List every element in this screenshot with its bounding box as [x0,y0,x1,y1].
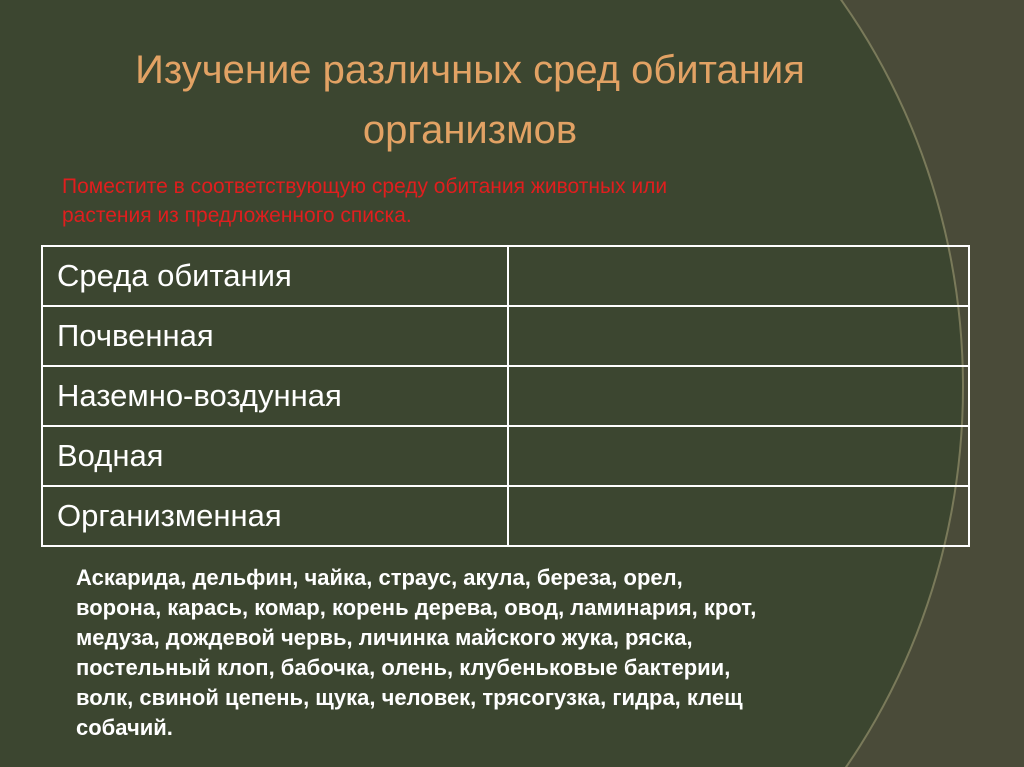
organisms-line: постельный клоп, бабочка, олень, клубеньковые бактерии, [76,655,731,680]
habitat-label-cell: Почвенная [42,306,508,366]
organisms-line: Аскарида, дельфин, чайка, страус, акула, береза, орел, [76,565,683,590]
organisms-line: собачий. [76,715,173,740]
table-row [42,306,969,366]
table-row [42,246,969,306]
organisms-line: медуза, дождевой червь, личинка майского жука, ряска, [76,625,693,650]
habitat-value-cell [508,246,969,306]
instruction-text [62,172,882,230]
table-row [42,426,969,486]
table-row [42,486,969,546]
organisms-line: ворона, карась, комар, корень дерева, овод, ламинария, крот, [76,595,757,620]
habitat-table [41,245,970,547]
organisms-list [76,563,976,743]
slide-title [40,40,900,160]
habitat-label-cell: Среда обитания [42,246,508,306]
organisms-line: волк, свиной цепень, щука, человек, трясогузка, гидра, клещ [76,685,743,710]
instruction-line-1: Поместите в соответствующую среду обитания животных или [62,175,668,198]
habitat-value-cell [508,486,969,546]
title-line-1: Изучение различных сред обитания [135,48,805,92]
habitat-label-cell: Водная [42,426,508,486]
habitat-label-cell: Организменная [42,486,508,546]
habitat-value-cell [508,366,969,426]
habitat-label-cell: Наземно-воздунная [42,366,508,426]
habitat-value-cell [508,426,969,486]
habitat-value-cell [508,306,969,366]
instruction-line-2: растения из предложенного списка. [62,204,412,227]
table-row [42,366,969,426]
title-line-2: организмов [362,108,578,152]
